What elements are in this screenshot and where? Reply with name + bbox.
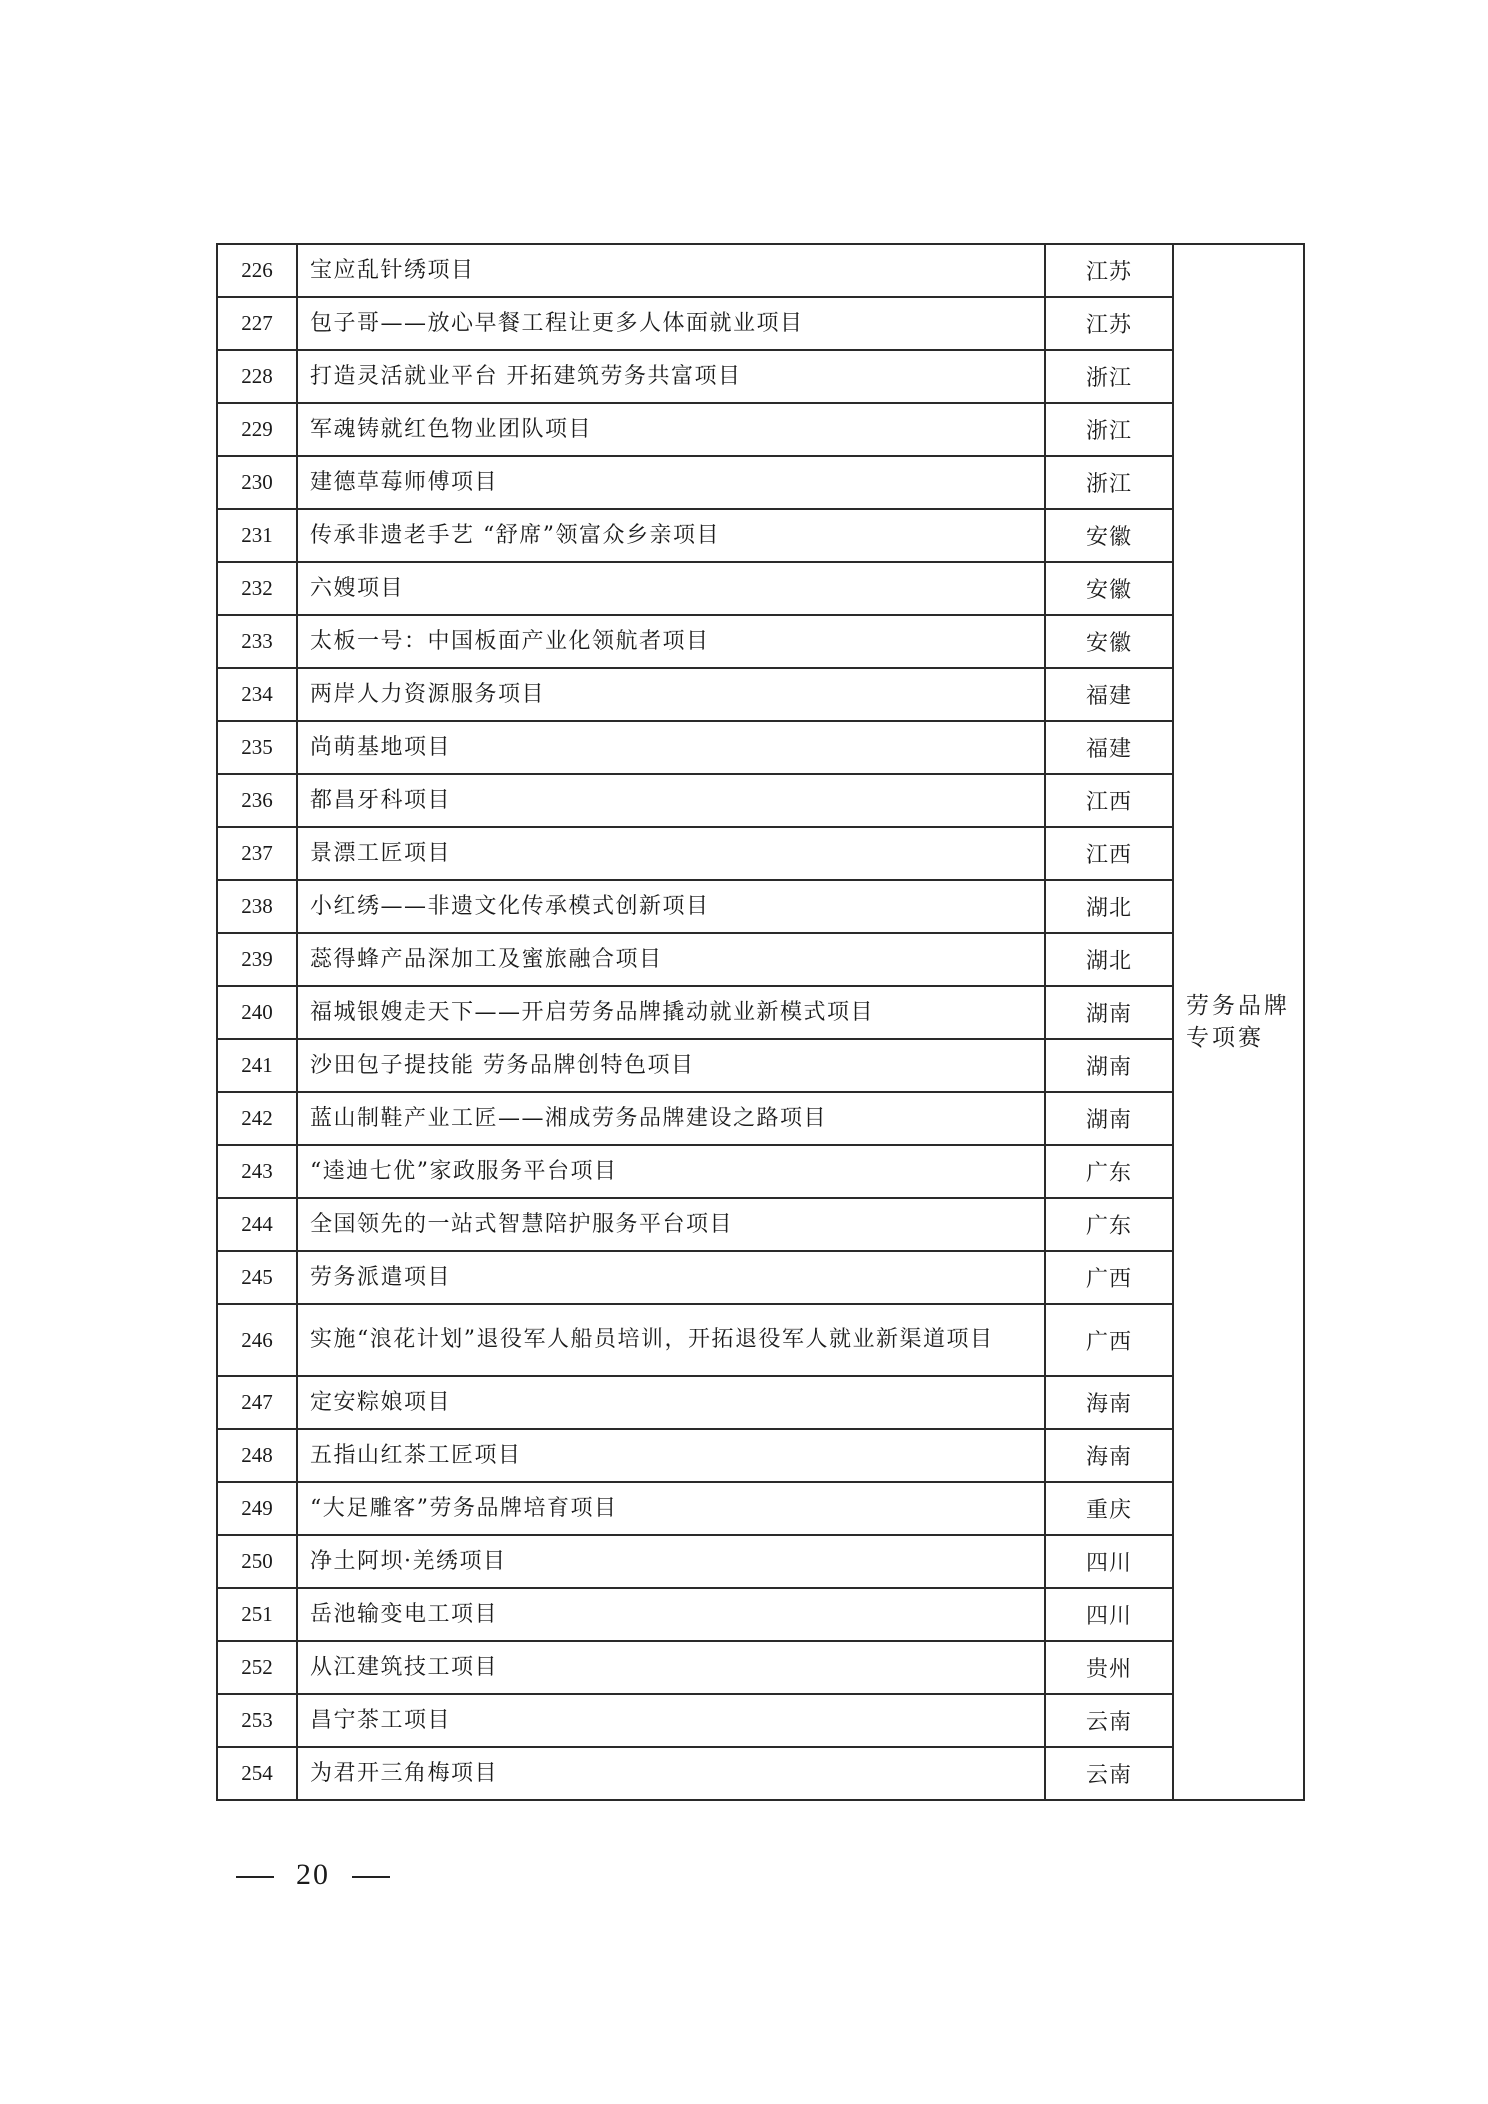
row-number: 254 <box>217 1747 297 1800</box>
row-number: 232 <box>217 562 297 615</box>
table-row <box>217 244 1304 297</box>
project-name: 净土阿坝·羌绣项目 <box>297 1535 1045 1588</box>
table-row <box>217 350 1304 403</box>
province: 湖南 <box>1045 1092 1173 1145</box>
province: 福建 <box>1045 668 1173 721</box>
project-name: 太板一号：中国板面产业化领航者项目 <box>297 615 1045 668</box>
province: 海南 <box>1045 1376 1173 1429</box>
project-name: 劳务派遣项目 <box>297 1251 1045 1304</box>
row-number: 251 <box>217 1588 297 1641</box>
project-name: 都昌牙科项目 <box>297 774 1045 827</box>
table-row <box>217 1747 1304 1800</box>
province: 江苏 <box>1045 297 1173 350</box>
province: 安徽 <box>1045 509 1173 562</box>
table-row <box>217 509 1304 562</box>
row-number: 250 <box>217 1535 297 1588</box>
project-name: 小红绣——非遗文化传承模式创新项目 <box>297 880 1045 933</box>
province: 江西 <box>1045 774 1173 827</box>
project-name: 沙田包子提技能 劳务品牌创特色项目 <box>297 1039 1045 1092</box>
province: 浙江 <box>1045 456 1173 509</box>
province: 四川 <box>1045 1535 1173 1588</box>
table-row <box>217 721 1304 774</box>
province: 云南 <box>1045 1694 1173 1747</box>
province: 重庆 <box>1045 1482 1173 1535</box>
province: 湖南 <box>1045 1039 1173 1092</box>
province: 湖南 <box>1045 986 1173 1039</box>
footer-dash-right <box>352 1876 390 1878</box>
row-number: 230 <box>217 456 297 509</box>
table-row <box>217 456 1304 509</box>
province: 安徽 <box>1045 562 1173 615</box>
row-number: 248 <box>217 1429 297 1482</box>
row-number: 246 <box>217 1304 297 1376</box>
project-name: 昌宁茶工项目 <box>297 1694 1045 1747</box>
row-number: 241 <box>217 1039 297 1092</box>
row-number: 234 <box>217 668 297 721</box>
row-number: 238 <box>217 880 297 933</box>
table-row <box>217 1694 1304 1747</box>
table-row <box>217 1251 1304 1304</box>
province: 广西 <box>1045 1304 1173 1376</box>
project-name: 打造灵活就业平台 开拓建筑劳务共富项目 <box>297 350 1045 403</box>
table-row <box>217 1429 1304 1482</box>
row-number: 235 <box>217 721 297 774</box>
project-list-table <box>216 243 1305 1801</box>
project-name: 宝应乱针绣项目 <box>297 244 1045 297</box>
row-number: 227 <box>217 297 297 350</box>
project-name: 定安粽娘项目 <box>297 1376 1045 1429</box>
province: 福建 <box>1045 721 1173 774</box>
project-name: 全国领先的一站式智慧陪护服务平台项目 <box>297 1198 1045 1251</box>
table-row <box>217 880 1304 933</box>
project-name: 福城银嫂走天下——开启劳务品牌撬动就业新模式项目 <box>297 986 1045 1039</box>
project-name: 传承非遗老手艺 “舒席”领富众乡亲项目 <box>297 509 1045 562</box>
row-number: 237 <box>217 827 297 880</box>
row-number: 247 <box>217 1376 297 1429</box>
table-body <box>217 244 1304 1800</box>
province: 湖北 <box>1045 880 1173 933</box>
row-number: 226 <box>217 244 297 297</box>
table-row <box>217 1376 1304 1429</box>
table-row <box>217 615 1304 668</box>
province: 广西 <box>1045 1251 1173 1304</box>
project-name: 包子哥——放心早餐工程让更多人体面就业项目 <box>297 297 1045 350</box>
table-row <box>217 562 1304 615</box>
table-row <box>217 1588 1304 1641</box>
table-row <box>217 1641 1304 1694</box>
table-row <box>217 1535 1304 1588</box>
table-row <box>217 403 1304 456</box>
project-name: 五指山红茶工匠项目 <box>297 1429 1045 1482</box>
project-name: 岳池输变电工项目 <box>297 1588 1045 1641</box>
row-number: 243 <box>217 1145 297 1198</box>
province: 浙江 <box>1045 350 1173 403</box>
province: 广东 <box>1045 1198 1173 1251</box>
province: 广东 <box>1045 1145 1173 1198</box>
row-number: 229 <box>217 403 297 456</box>
province: 安徽 <box>1045 615 1173 668</box>
row-number: 245 <box>217 1251 297 1304</box>
table-row <box>217 668 1304 721</box>
province: 贵州 <box>1045 1641 1173 1694</box>
table-row <box>217 1198 1304 1251</box>
province: 四川 <box>1045 1588 1173 1641</box>
project-name: 六嫂项目 <box>297 562 1045 615</box>
project-name: “逵迪七优”家政服务平台项目 <box>297 1145 1045 1198</box>
footer-dash-left <box>236 1876 274 1878</box>
project-name: 尚萌基地项目 <box>297 721 1045 774</box>
page-footer <box>236 1858 412 1892</box>
province: 江苏 <box>1045 244 1173 297</box>
row-number: 240 <box>217 986 297 1039</box>
row-number: 231 <box>217 509 297 562</box>
province: 云南 <box>1045 1747 1173 1800</box>
project-name: 建德草莓师傅项目 <box>297 456 1045 509</box>
project-name: 军魂铸就红色物业团队项目 <box>297 403 1045 456</box>
table-row <box>217 1145 1304 1198</box>
table-row <box>217 1482 1304 1535</box>
project-name: “大足雕客”劳务品牌培育项目 <box>297 1482 1045 1535</box>
row-number: 242 <box>217 1092 297 1145</box>
project-name: 为君开三角梅项目 <box>297 1747 1045 1800</box>
project-name: 实施“浪花计划”退役军人船员培训，开拓退役军人就业新渠道项目 <box>297 1304 1045 1376</box>
province: 海南 <box>1045 1429 1173 1482</box>
table-row <box>217 1092 1304 1145</box>
project-name: 从江建筑技工项目 <box>297 1641 1045 1694</box>
table-row <box>217 1304 1304 1376</box>
table-row <box>217 774 1304 827</box>
table-row <box>217 297 1304 350</box>
row-number: 236 <box>217 774 297 827</box>
row-number: 239 <box>217 933 297 986</box>
category-cell: 劳务品牌专项赛 <box>1173 244 1304 1800</box>
row-number: 228 <box>217 350 297 403</box>
province: 湖北 <box>1045 933 1173 986</box>
project-name: 两岸人力资源服务项目 <box>297 668 1045 721</box>
row-number: 253 <box>217 1694 297 1747</box>
table-row <box>217 986 1304 1039</box>
row-number: 233 <box>217 615 297 668</box>
table-row <box>217 1039 1304 1092</box>
row-number: 252 <box>217 1641 297 1694</box>
province: 浙江 <box>1045 403 1173 456</box>
project-name: 景漂工匠项目 <box>297 827 1045 880</box>
province: 江西 <box>1045 827 1173 880</box>
page-number: 20 <box>296 1858 330 1891</box>
project-name: 蓝山制鞋产业工匠——湘成劳务品牌建设之路项目 <box>297 1092 1045 1145</box>
row-number: 244 <box>217 1198 297 1251</box>
row-number: 249 <box>217 1482 297 1535</box>
table-row <box>217 933 1304 986</box>
table-row <box>217 827 1304 880</box>
project-name: 蕊得蜂产品深加工及蜜旅融合项目 <box>297 933 1045 986</box>
